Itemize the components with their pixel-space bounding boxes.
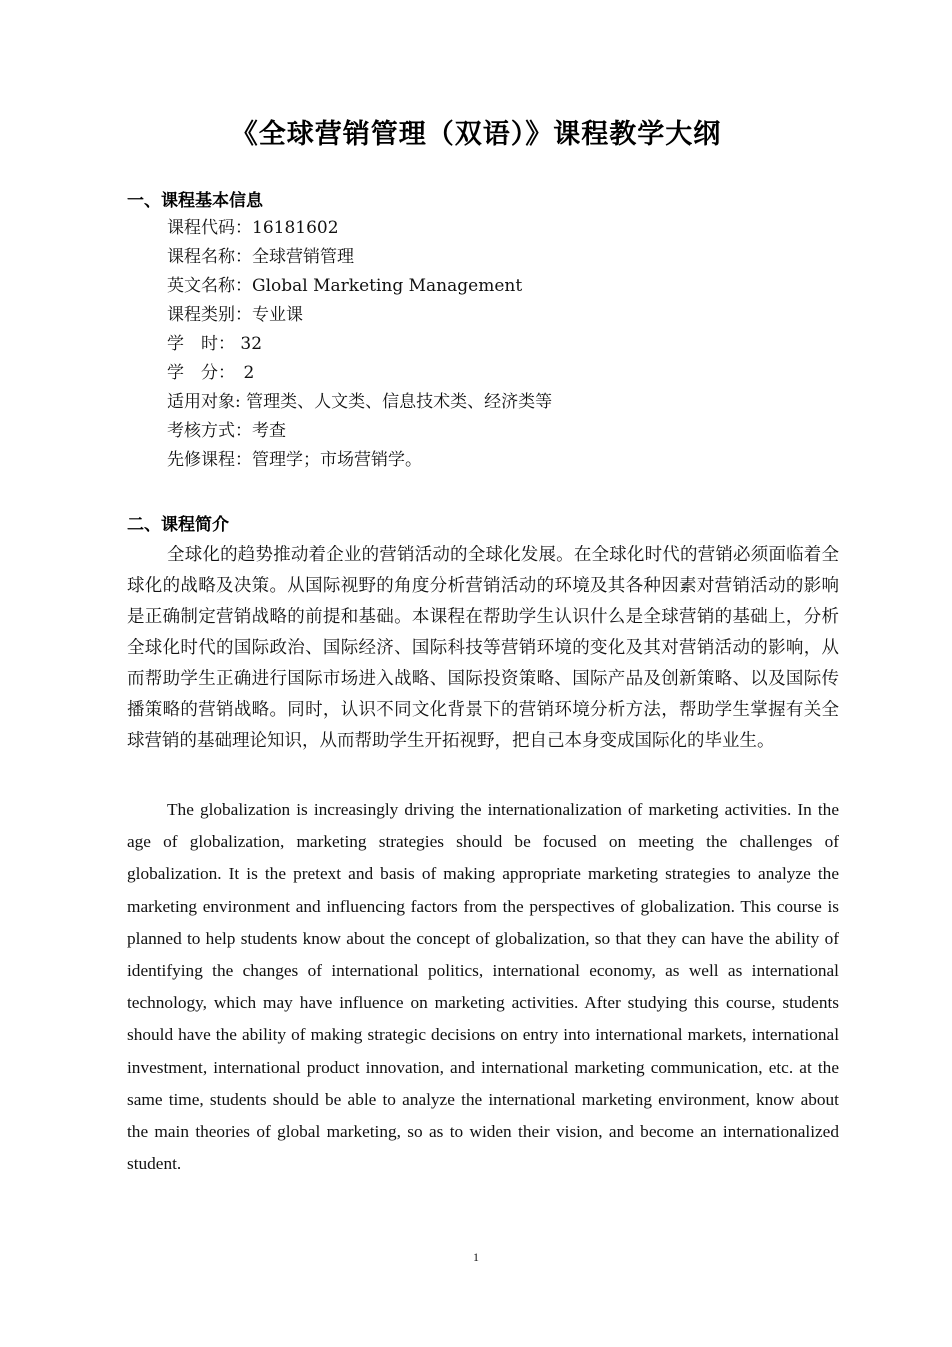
course-category: 课程类别：专业课: [167, 305, 303, 325]
section-heading-introduction: 二、课程简介: [127, 515, 229, 535]
target-audience: 适用对象: 管理类、人文类、信息技术类、经济类等: [167, 392, 553, 412]
course-name: 课程名称：全球营销管理: [167, 247, 354, 267]
class-hours: 学 时： 32: [167, 334, 263, 354]
prerequisites: 先修课程：管理学；市场营销学。: [167, 450, 422, 470]
introduction-paragraph-english: The globalization is increasingly driving the internationalization of marketing activities. In the age of globalization, marketing strategies should be focused on meeting the challenges of globalization. It is the pretext and basis of making appropriate marketing strategies to analyze the marketing environment and influencing factors from the perspectives of globalization. This course is planned to help students know about the concept of globalization, so that they can have the ability of identifying the changes of international politics, international economy, as well as international technology, which may have influence on marketing activities. After studying this course, students should have the ability of making strategic decisions on entry into international markets, international investment, international product innovation, and international marketing communication, etc. at the same time, students should be able to analyze the international marketing environment, know about the main theories of global marketing, so as to widen their vision, and become an internationalized student.: [127, 800, 839, 1174]
page-number: 1: [473, 1250, 479, 1264]
course-code: 课程代码：16181602: [167, 218, 339, 238]
credits: 学 分： 2: [167, 363, 255, 383]
document-title: 《全球营销管理（双语）》课程教学大纲: [230, 119, 722, 150]
english-name: 英文名称：Global Marketing Management: [167, 276, 523, 296]
assessment-method: 考核方式：考查: [167, 421, 286, 441]
section-heading-basic-info: 一、课程基本信息: [127, 191, 263, 211]
course-info-list: [167, 214, 552, 475]
introduction-paragraph-chinese: 全球化的趋势推动着企业的营销活动的全球化发展。在全球化时代的营销必须面临着全球化的战略及决策。从国际视野的角度分析营销活动的环境及其各种因素对营销活动的影响是正确制定营销战略的前提和基础。本课程在帮助学生认识什么是全球营销的基础上，分析全球化时代的国际政治、国际经济、国际科技等营销环境的变化及其对营销活动的影响，从而帮助学生正确进行国际市场进入战略、国际投资策略、国际产品及创新策略、以及国际传播策略的营销战略。同时，认识不同文化背景下的营销环境分析方法，帮助学生掌握有关全球营销的基础理论知识，从而帮助学生开拓视野，把自己本身变成国际化的毕业生。: [127, 545, 839, 751]
